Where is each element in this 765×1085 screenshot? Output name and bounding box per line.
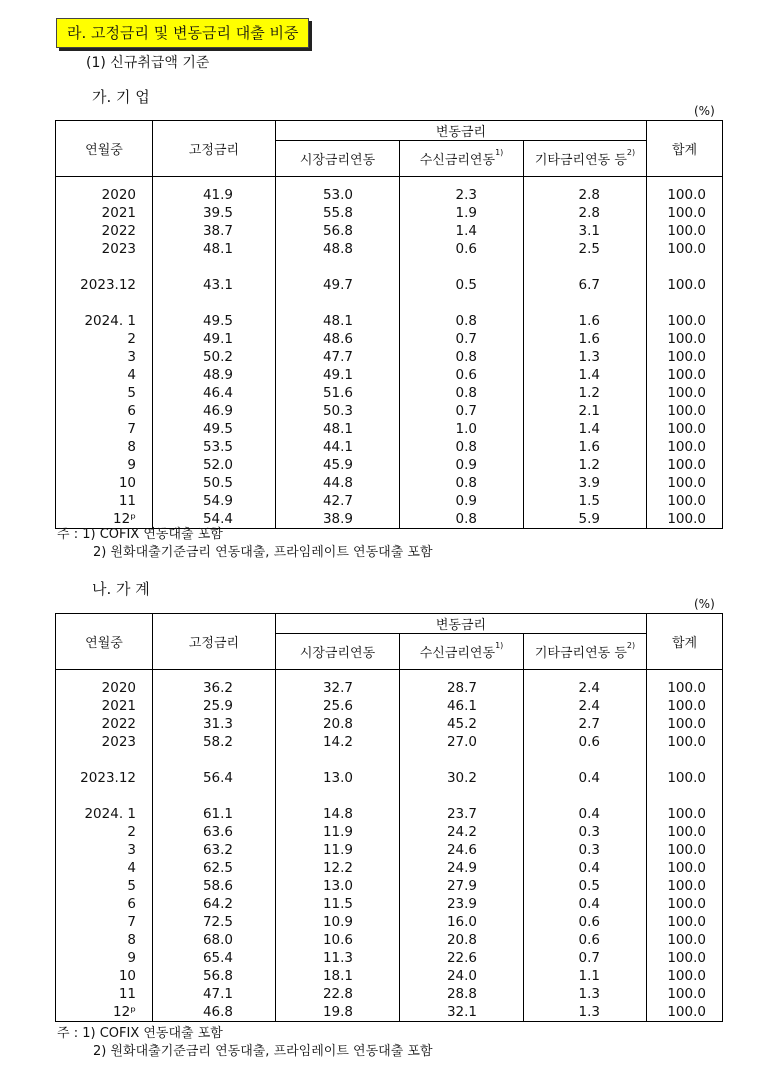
table-row bbox=[56, 679, 723, 697]
table-cell: 51.6 bbox=[276, 384, 400, 402]
header-variable: 변동금리 bbox=[276, 121, 647, 141]
table-cell: 0.4 bbox=[524, 859, 647, 877]
table-row bbox=[56, 877, 723, 895]
corporate-table-body bbox=[56, 177, 723, 529]
table-cell: 0.8 bbox=[400, 474, 524, 492]
table-cell: 100.0 bbox=[647, 492, 723, 510]
table-cell: 2.3 bbox=[400, 186, 524, 204]
header-total: 합계 bbox=[647, 614, 723, 670]
header-variable: 변동금리 bbox=[276, 614, 647, 634]
table-cell: 0.4 bbox=[524, 895, 647, 913]
table-cell: 41.9 bbox=[153, 186, 276, 204]
table-row bbox=[56, 492, 723, 510]
table-row bbox=[56, 841, 723, 859]
table-row bbox=[56, 420, 723, 438]
spacer-row bbox=[56, 787, 723, 805]
table-row bbox=[56, 949, 723, 967]
table-row bbox=[56, 931, 723, 949]
table-cell: 100.0 bbox=[647, 330, 723, 348]
table-cell: 0.4 bbox=[524, 769, 647, 787]
table-cell: 100.0 bbox=[647, 420, 723, 438]
notes-corporate: 주 : 1) COFIX 연동대출 포함 2) 원화대출기준금리 연동대출, 프라임레이트 연동대출 포함 bbox=[57, 527, 433, 560]
table-cell: 72.5 bbox=[153, 913, 276, 931]
table-row bbox=[56, 715, 723, 733]
table-cell: 100.0 bbox=[647, 841, 723, 859]
table-cell: 0.8 bbox=[400, 312, 524, 330]
table-cell: 63.2 bbox=[153, 841, 276, 859]
table-cell: 2023.12 bbox=[56, 769, 153, 787]
table-cell: 32.7 bbox=[276, 679, 400, 697]
table-cell: 31.3 bbox=[153, 715, 276, 733]
note-2: 2) 원화대출기준금리 연동대출, 프라임레이트 연동대출 포함 bbox=[93, 1044, 433, 1059]
table-cell: 22.6 bbox=[400, 949, 524, 967]
table-row bbox=[56, 186, 723, 204]
table-cell: 4 bbox=[56, 859, 153, 877]
table-cell: 30.2 bbox=[400, 769, 524, 787]
table-cell: 8 bbox=[56, 931, 153, 949]
corporate-table bbox=[55, 120, 723, 529]
table-cell: 49.7 bbox=[276, 276, 400, 294]
household-table-body bbox=[56, 670, 723, 1022]
table-cell: 7 bbox=[56, 420, 153, 438]
table-cell: 44.1 bbox=[276, 438, 400, 456]
table-cell: 49.5 bbox=[153, 420, 276, 438]
table-row bbox=[56, 733, 723, 751]
table-row bbox=[56, 456, 723, 474]
table-cell: 2024. 1 bbox=[56, 312, 153, 330]
table-cell: 23.7 bbox=[400, 805, 524, 823]
table-row bbox=[56, 366, 723, 384]
table-cell: 50.2 bbox=[153, 348, 276, 366]
header-fixed: 고정금리 bbox=[153, 614, 276, 670]
table-cell: 2.7 bbox=[524, 715, 647, 733]
table-cell: 6.7 bbox=[524, 276, 647, 294]
table-cell: 27.0 bbox=[400, 733, 524, 751]
table-cell: 32.1 bbox=[400, 1003, 524, 1022]
table-cell: 46.9 bbox=[153, 402, 276, 420]
spacer-row bbox=[56, 258, 723, 276]
table-cell: 0.9 bbox=[400, 456, 524, 474]
table-cell: 48.6 bbox=[276, 330, 400, 348]
table-cell: 2021 bbox=[56, 204, 153, 222]
table-cell: 63.6 bbox=[153, 823, 276, 841]
table-cell: 2020 bbox=[56, 186, 153, 204]
table-cell: 2020 bbox=[56, 679, 153, 697]
table-cell: 3 bbox=[56, 841, 153, 859]
table-cell: 3.9 bbox=[524, 474, 647, 492]
table-cell: 14.8 bbox=[276, 805, 400, 823]
table-cell: 0.6 bbox=[524, 733, 647, 751]
header-deposit: 수신금리연동$^{1)}$ bbox=[400, 141, 524, 177]
table-cell: 38.9 bbox=[276, 510, 400, 529]
table-cell: 100.0 bbox=[647, 474, 723, 492]
table-cell: 0.7 bbox=[400, 402, 524, 420]
table-cell: 100.0 bbox=[647, 204, 723, 222]
header-total: 합계 bbox=[647, 121, 723, 177]
table-cell: 1.9 bbox=[400, 204, 524, 222]
table-cell: 49.1 bbox=[276, 366, 400, 384]
header-period: 연월중 bbox=[56, 614, 153, 670]
table-cell: 0.3 bbox=[524, 841, 647, 859]
table-cell: 24.6 bbox=[400, 841, 524, 859]
table-cell: 64.2 bbox=[153, 895, 276, 913]
table-cell: 1.4 bbox=[524, 366, 647, 384]
table-cell: 100.0 bbox=[647, 276, 723, 294]
unit-label-household: (%) bbox=[694, 597, 715, 611]
table-cell: 100.0 bbox=[647, 402, 723, 420]
subtitle: (1) 신규취급액 기준 bbox=[86, 55, 210, 71]
table-cell: 2.4 bbox=[524, 679, 647, 697]
table-cell: 9 bbox=[56, 949, 153, 967]
header-market: 시장금리연동 bbox=[276, 634, 400, 670]
table-cell: 14.2 bbox=[276, 733, 400, 751]
table-cell: 56.8 bbox=[153, 967, 276, 985]
table-row bbox=[56, 859, 723, 877]
table-row bbox=[56, 312, 723, 330]
table-cell: 5 bbox=[56, 877, 153, 895]
table-cell: 100.0 bbox=[647, 1003, 723, 1022]
table-cell: 10.6 bbox=[276, 931, 400, 949]
table-cell: 100.0 bbox=[647, 186, 723, 204]
table-cell: 100.0 bbox=[647, 859, 723, 877]
table-cell: 100.0 bbox=[647, 733, 723, 751]
table-row bbox=[56, 348, 723, 366]
table-cell: 22.8 bbox=[276, 985, 400, 1003]
table-cell: 0.6 bbox=[524, 913, 647, 931]
table-cell: 20.8 bbox=[400, 931, 524, 949]
table-cell: 48.1 bbox=[153, 240, 276, 258]
table-row bbox=[56, 1003, 723, 1022]
table-cell: 45.2 bbox=[400, 715, 524, 733]
table-cell: 0.9 bbox=[400, 492, 524, 510]
table-row bbox=[56, 474, 723, 492]
table-cell: 0.8 bbox=[400, 348, 524, 366]
table-cell: 44.8 bbox=[276, 474, 400, 492]
household-table bbox=[55, 613, 723, 1022]
table-cell: 2.8 bbox=[524, 204, 647, 222]
note-1: 1) COFIX 연동대출 포함 bbox=[82, 1026, 223, 1041]
table-cell: 1.6 bbox=[524, 330, 647, 348]
table-row bbox=[56, 769, 723, 787]
table-cell: 10 bbox=[56, 474, 153, 492]
table-cell: 6 bbox=[56, 402, 153, 420]
table-row bbox=[56, 438, 723, 456]
table-cell: 0.7 bbox=[400, 330, 524, 348]
table-cell: 2.1 bbox=[524, 402, 647, 420]
table-cell: 0.8 bbox=[400, 384, 524, 402]
table-cell: 100.0 bbox=[647, 510, 723, 529]
table-cell: 46.4 bbox=[153, 384, 276, 402]
table-cell: 10.9 bbox=[276, 913, 400, 931]
table-cell: 24.0 bbox=[400, 967, 524, 985]
header-fixed: 고정금리 bbox=[153, 121, 276, 177]
table-cell: 19.8 bbox=[276, 1003, 400, 1022]
table-cell: 100.0 bbox=[647, 456, 723, 474]
table-cell: 3 bbox=[56, 348, 153, 366]
spacer-row bbox=[56, 177, 723, 187]
table-cell: 100.0 bbox=[647, 895, 723, 913]
notes-household: 주 : 1) COFIX 연동대출 포함 2) 원화대출기준금리 연동대출, 프라임레이트 연동대출 포함 bbox=[57, 1026, 433, 1059]
spacer-row bbox=[56, 670, 723, 680]
table-cell: 11.3 bbox=[276, 949, 400, 967]
table-cell: 1.1 bbox=[524, 967, 647, 985]
unit-label-corporate: (%) bbox=[694, 104, 715, 118]
table-cell: 62.5 bbox=[153, 859, 276, 877]
table-cell: 47.1 bbox=[153, 985, 276, 1003]
table-cell: 54.4 bbox=[153, 510, 276, 529]
table-cell: 2.8 bbox=[524, 186, 647, 204]
table-cell: 2024. 1 bbox=[56, 805, 153, 823]
table-cell: 10 bbox=[56, 967, 153, 985]
table-cell: 8 bbox=[56, 438, 153, 456]
table-cell: 20.8 bbox=[276, 715, 400, 733]
table-cell: 100.0 bbox=[647, 715, 723, 733]
page-title: 라. 고정금리 및 변동금리 대출 비중 bbox=[56, 18, 309, 48]
table-cell: 50.3 bbox=[276, 402, 400, 420]
table-cell: 1.4 bbox=[524, 420, 647, 438]
table-cell: 1.2 bbox=[524, 456, 647, 474]
table-row bbox=[56, 402, 723, 420]
table-cell: 28.7 bbox=[400, 679, 524, 697]
table-cell: 0.8 bbox=[400, 510, 524, 529]
table-cell: 36.2 bbox=[153, 679, 276, 697]
table-row bbox=[56, 805, 723, 823]
table-cell: 2022 bbox=[56, 715, 153, 733]
table-cell: 0.6 bbox=[524, 931, 647, 949]
header-market: 시장금리연동 bbox=[276, 141, 400, 177]
table-cell: 1.3 bbox=[524, 348, 647, 366]
table-cell: 52.0 bbox=[153, 456, 276, 474]
table-cell: 58.2 bbox=[153, 733, 276, 751]
table-cell: 25.9 bbox=[153, 697, 276, 715]
table-cell: 1.0 bbox=[400, 420, 524, 438]
table-cell: 4 bbox=[56, 366, 153, 384]
header-period: 연월중 bbox=[56, 121, 153, 177]
section-corporate-label: 가. 기 업 bbox=[92, 88, 150, 106]
table-row bbox=[56, 967, 723, 985]
table-cell: 0.4 bbox=[524, 805, 647, 823]
table-cell: 0.5 bbox=[524, 877, 647, 895]
table-cell: 100.0 bbox=[647, 931, 723, 949]
table-cell: 65.4 bbox=[153, 949, 276, 967]
table-cell: 2023.12 bbox=[56, 276, 153, 294]
table-cell: 46.1 bbox=[400, 697, 524, 715]
table-cell: 1.4 bbox=[400, 222, 524, 240]
table-cell: 2023 bbox=[56, 733, 153, 751]
note-2: 2) 원화대출기준금리 연동대출, 프라임레이트 연동대출 포함 bbox=[93, 545, 433, 560]
table-row bbox=[56, 895, 723, 913]
table-cell: 23.9 bbox=[400, 895, 524, 913]
table-cell: 2.5 bbox=[524, 240, 647, 258]
table-row bbox=[56, 240, 723, 258]
note-1: 1) COFIX 연동대출 포함 bbox=[82, 527, 223, 542]
table-cell: 11 bbox=[56, 985, 153, 1003]
table-cell: 100.0 bbox=[647, 823, 723, 841]
table-cell: 25.6 bbox=[276, 697, 400, 715]
table-cell: 2023 bbox=[56, 240, 153, 258]
table-row bbox=[56, 985, 723, 1003]
table-cell: 100.0 bbox=[647, 877, 723, 895]
table-cell: 55.8 bbox=[276, 204, 400, 222]
table-cell: 100.0 bbox=[647, 312, 723, 330]
table-cell: 100.0 bbox=[647, 438, 723, 456]
table-cell: 0.6 bbox=[400, 240, 524, 258]
table-cell: 100.0 bbox=[647, 384, 723, 402]
table-cell: 1.5 bbox=[524, 492, 647, 510]
table-cell: 2021 bbox=[56, 697, 153, 715]
table-cell: 2 bbox=[56, 823, 153, 841]
table-cell: 48.1 bbox=[276, 420, 400, 438]
table-cell: 100.0 bbox=[647, 348, 723, 366]
table-cell: 61.1 bbox=[153, 805, 276, 823]
table-cell: 24.9 bbox=[400, 859, 524, 877]
table-row bbox=[56, 697, 723, 715]
table-cell: 5.9 bbox=[524, 510, 647, 529]
header-deposit: 수신금리연동$^{1)}$ bbox=[400, 634, 524, 670]
table-cell: 0.3 bbox=[524, 823, 647, 841]
table-cell: 0.5 bbox=[400, 276, 524, 294]
table-cell: 53.0 bbox=[276, 186, 400, 204]
header-other: 기타금리연동 등$^{2)}$ bbox=[524, 634, 647, 670]
table-cell: 45.9 bbox=[276, 456, 400, 474]
spacer-row bbox=[56, 294, 723, 312]
table-row bbox=[56, 276, 723, 294]
table-cell: 49.1 bbox=[153, 330, 276, 348]
table-cell: 0.8 bbox=[400, 438, 524, 456]
table-cell: 100.0 bbox=[647, 679, 723, 697]
table-cell: 100.0 bbox=[647, 697, 723, 715]
table-cell: 11 bbox=[56, 492, 153, 510]
table-cell: 48.8 bbox=[276, 240, 400, 258]
table-cell: 100.0 bbox=[647, 240, 723, 258]
table-cell: 1.6 bbox=[524, 312, 647, 330]
table-cell: 100.0 bbox=[647, 769, 723, 787]
table-cell: 43.1 bbox=[153, 276, 276, 294]
table-cell: 13.0 bbox=[276, 769, 400, 787]
table-row bbox=[56, 384, 723, 402]
table-cell: 18.1 bbox=[276, 967, 400, 985]
table-cell: 2.4 bbox=[524, 697, 647, 715]
table-cell: 11.9 bbox=[276, 823, 400, 841]
spacer-row bbox=[56, 751, 723, 769]
table-cell: 13.0 bbox=[276, 877, 400, 895]
table-cell: 49.5 bbox=[153, 312, 276, 330]
table-cell: 100.0 bbox=[647, 222, 723, 240]
table-cell: 56.8 bbox=[276, 222, 400, 240]
table-row bbox=[56, 330, 723, 348]
table-cell: 54.9 bbox=[153, 492, 276, 510]
table-cell: 0.6 bbox=[400, 366, 524, 384]
table-cell: 100.0 bbox=[647, 949, 723, 967]
table-cell: 100.0 bbox=[647, 366, 723, 384]
table-cell: 5 bbox=[56, 384, 153, 402]
table-row bbox=[56, 204, 723, 222]
table-cell: 16.0 bbox=[400, 913, 524, 931]
table-cell: 3.1 bbox=[524, 222, 647, 240]
table-cell: 48.9 bbox=[153, 366, 276, 384]
table-cell: 28.8 bbox=[400, 985, 524, 1003]
table-cell: 1.3 bbox=[524, 985, 647, 1003]
table-cell: 38.7 bbox=[153, 222, 276, 240]
table-cell: 1.2 bbox=[524, 384, 647, 402]
table-row bbox=[56, 222, 723, 240]
table-cell: 46.8 bbox=[153, 1003, 276, 1022]
table-cell: 12.2 bbox=[276, 859, 400, 877]
header-other: 기타금리연동 등$^{2)}$ bbox=[524, 141, 647, 177]
table-cell: 11.9 bbox=[276, 841, 400, 859]
table-cell: 100.0 bbox=[647, 985, 723, 1003]
table-cell: 47.7 bbox=[276, 348, 400, 366]
table-cell: 12ᵖ bbox=[56, 1003, 153, 1022]
table-cell: 50.5 bbox=[153, 474, 276, 492]
table-cell: 24.2 bbox=[400, 823, 524, 841]
table-cell: 42.7 bbox=[276, 492, 400, 510]
table-row bbox=[56, 823, 723, 841]
table-cell: 1.6 bbox=[524, 438, 647, 456]
table-cell: 58.6 bbox=[153, 877, 276, 895]
table-cell: 100.0 bbox=[647, 913, 723, 931]
table-cell: 39.5 bbox=[153, 204, 276, 222]
table-cell: 11.5 bbox=[276, 895, 400, 913]
table-cell: 1.3 bbox=[524, 1003, 647, 1022]
table-cell: 0.7 bbox=[524, 949, 647, 967]
table-cell: 27.9 bbox=[400, 877, 524, 895]
section-household-label: 나. 가 계 bbox=[92, 580, 150, 598]
table-cell: 2022 bbox=[56, 222, 153, 240]
table-cell: 2 bbox=[56, 330, 153, 348]
table-cell: 48.1 bbox=[276, 312, 400, 330]
table-cell: 6 bbox=[56, 895, 153, 913]
table-cell: 9 bbox=[56, 456, 153, 474]
table-cell: 56.4 bbox=[153, 769, 276, 787]
table-cell: 100.0 bbox=[647, 805, 723, 823]
table-row bbox=[56, 913, 723, 931]
table-cell: 12ᵖ bbox=[56, 510, 153, 529]
table-cell: 68.0 bbox=[153, 931, 276, 949]
table-cell: 53.5 bbox=[153, 438, 276, 456]
table-cell: 7 bbox=[56, 913, 153, 931]
table-cell: 100.0 bbox=[647, 967, 723, 985]
